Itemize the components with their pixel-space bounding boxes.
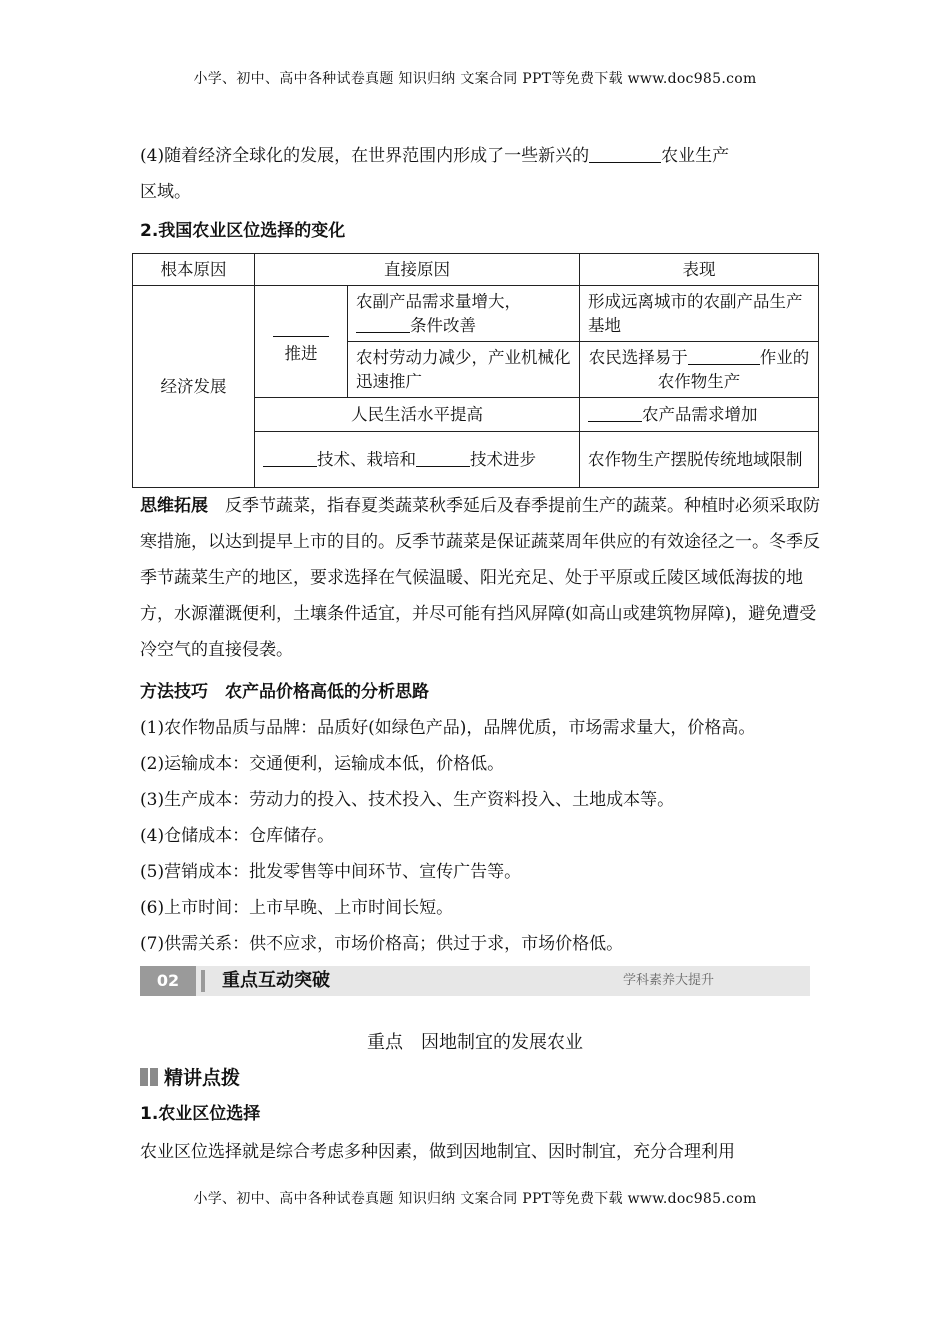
thinking-label: 思维拓展 — [140, 496, 208, 516]
item-4-text-before: (4)随着经济全球化的发展，在世界范围内形成了一些新兴的 — [140, 146, 590, 166]
table-cell: 农产品需求增加 — [580, 398, 819, 432]
section-number: 02 — [140, 966, 196, 996]
push-label: 推进 — [284, 343, 318, 363]
list-item: (6)上市时间：上市早晚、上市时间长短。 — [140, 898, 454, 918]
section-2-title: 2.我国农业区位选择的变化 — [140, 221, 346, 241]
section-subtitle: 学科素养大提升 — [622, 973, 714, 988]
key-title: 重点 因地制宜的发展农业 — [367, 1032, 583, 1053]
jingjiang-heading: 精讲点拨 — [140, 1063, 240, 1093]
subsection-1-title: 1.农业区位选择 — [140, 1104, 261, 1124]
table-header: 根本原因 — [133, 254, 255, 286]
table-header: 直接原因 — [255, 254, 580, 286]
list-item: (5)营销成本：批发零售等中间环节、宣传广告等。 — [140, 862, 522, 882]
section-band — [140, 966, 810, 996]
list-item: (4)仓储成本：仓库储存。 — [140, 826, 335, 846]
thinking-paragraph — [140, 488, 820, 668]
thinking-text: 反季节蔬菜，指春夏类蔬菜秋季延后及春季提前生产的蔬菜。种植时必须采取防寒措施，以达到提早上市的目的。反季节蔬菜是保证蔬菜周年供应的有效途径之一。冬季反季节蔬菜生产的地区，要求选择在气候温暖、阳光充足、处于平原或丘陵区域低海拔的地方，水源灌溉便利，土壤条件适宜，并尽可能有挡风屏障(如高山或建筑物屏障)，避免遭受冷空气的直接侵袭。 — [140, 496, 820, 660]
list-item: (2)运输成本：交通便利，运输成本低，价格低。 — [140, 754, 505, 774]
list-item: (1)农作物品质与品牌：品质好(如绿色产品)，品牌优质，市场需求量大，价格高。 — [140, 718, 756, 738]
table-cell: 人民生活水平提高 — [255, 398, 580, 432]
fill-blank — [263, 450, 317, 467]
band-divider — [201, 970, 205, 992]
section-square-icon — [140, 1068, 158, 1086]
item-4-text-after: 农业生产 — [661, 146, 730, 166]
last-paragraph: 农业区位选择就是综合考虑多种因素，做到因地制宜、因时制宜，充分合理利用 — [140, 1142, 735, 1162]
fill-blank — [688, 348, 760, 365]
method-list — [140, 710, 840, 962]
table-cell: 农民选择易于 作业的农作物生产 — [580, 342, 819, 398]
section-title: 重点互动突破 — [222, 970, 330, 991]
fill-blank — [273, 320, 329, 337]
page-header: 小学、初中、高中各种试卷真题 知识归纳 文案合同 PPT等免费下载 www.doc985.com — [193, 71, 757, 87]
page-footer: 小学、初中、高中各种试卷真题 知识归纳 文案合同 PPT等免费下载 www.doc985.com — [193, 1191, 757, 1207]
table-cell: 技术、栽培和 技术进步 — [255, 432, 580, 488]
method-title: 方法技巧 农产品价格高低的分析思路 — [140, 682, 429, 702]
fill-blank — [589, 146, 661, 163]
table-cell: 农作物生产摆脱传统地域限制 — [580, 432, 819, 488]
list-item: (3)生产成本：劳动力的投入、技术投入、生产资料投入、土地成本等。 — [140, 790, 675, 810]
table-cell: 农副产品需求量增大， 条件改善 — [348, 286, 580, 342]
list-item: (7)供需关系：供不应求，市场价格高；供过于求，市场价格低。 — [140, 934, 624, 954]
root-cause-cell: 经济发展 — [133, 286, 255, 488]
fill-blank — [588, 405, 642, 422]
item-4-paragraph — [140, 138, 820, 210]
table-header: 表现 — [580, 254, 819, 286]
fill-blank — [416, 450, 470, 467]
item-4-text-line2: 区域。 — [140, 182, 191, 202]
table-cell: 形成远离城市的农副产品生产基地 — [580, 286, 819, 342]
agri-location-table — [132, 253, 819, 488]
table-cell: 农村劳动力减少，产业机械化迅速推广 — [348, 342, 580, 398]
push-cell — [255, 286, 348, 398]
fill-blank — [356, 316, 410, 333]
